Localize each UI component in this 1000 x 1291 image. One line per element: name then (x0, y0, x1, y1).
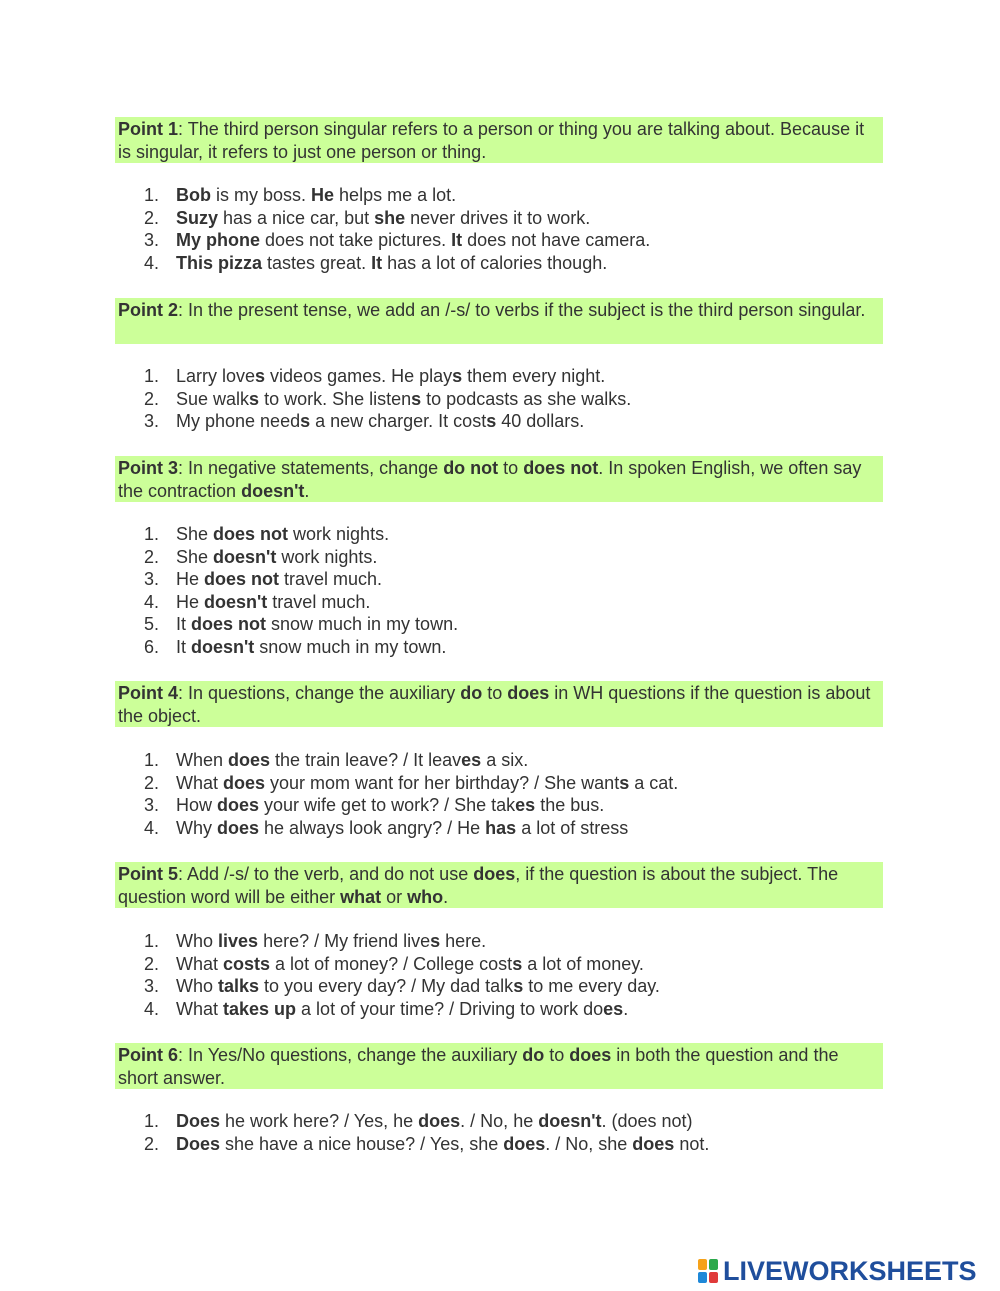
point-text: in WH questions if the question is about the object. (118, 683, 871, 726)
example-text: does not take pictures. (260, 230, 452, 250)
point-4-examples (144, 749, 678, 839)
example-keyword: s (411, 388, 422, 409)
example-text: travel much. (267, 591, 371, 612)
example-number: 1. (144, 750, 160, 770)
example-keyword: doesn't (538, 1111, 602, 1131)
example-item (144, 591, 458, 614)
example-keyword: es (461, 750, 482, 770)
example-text: He (176, 591, 205, 612)
example-keyword: He (311, 185, 335, 205)
example-sentence (176, 1110, 693, 1133)
point-text: : The third person singular refers to a person or thing you are talking about. Because it is singular, it refers to just one person or thing. (118, 119, 865, 162)
point-keyword: does (507, 683, 550, 703)
example-sentence (176, 388, 631, 411)
example-item (144, 794, 678, 817)
example-item (144, 613, 458, 636)
example-text: he work here? / Yes, he (220, 1111, 419, 1131)
point-text: : In questions, change the auxiliary (178, 683, 461, 703)
example-keyword: does (223, 772, 266, 793)
example-keyword: Does (176, 1133, 221, 1154)
example-item (144, 207, 650, 230)
example-keyword: talks (218, 976, 260, 996)
example-keyword: es (603, 998, 624, 1019)
point-2-examples (144, 365, 631, 433)
point-keyword: doesn't (241, 481, 305, 501)
example-item (144, 546, 458, 569)
point-5-examples (144, 930, 660, 1020)
example-number: 1. (144, 524, 160, 544)
example-keyword: This pizza (176, 252, 263, 273)
logo-mark-icon (698, 1259, 720, 1285)
example-number: 2. (144, 546, 160, 567)
example-item (144, 365, 631, 388)
example-sentence (176, 410, 584, 433)
example-keyword: s (300, 411, 311, 431)
point-label: Point 2 (118, 300, 179, 320)
example-text: does not have camera. (462, 230, 651, 250)
example-number: 1. (144, 931, 160, 951)
example-sentence (176, 930, 486, 953)
example-sentence (176, 591, 370, 614)
example-text: What (176, 953, 224, 974)
example-text: is my boss. (211, 185, 312, 205)
example-text: a lot of stress (516, 817, 629, 838)
example-sentence (176, 817, 628, 840)
point-1-box (115, 117, 883, 163)
example-text: helps me a lot. (334, 185, 457, 205)
example-item (144, 749, 678, 772)
example-text: She (176, 546, 214, 567)
example-text: . / No, she (545, 1133, 633, 1154)
example-text: Why (176, 817, 218, 838)
example-keyword: does not (213, 524, 289, 544)
example-sentence (176, 794, 604, 817)
example-text: he always look angry? / He (259, 817, 486, 838)
point-3-examples (144, 523, 458, 658)
example-text: a lot of your time? / Driving to work do (296, 998, 604, 1019)
point-label: Point 5 (118, 864, 179, 884)
example-sentence (176, 1133, 709, 1156)
example-text: Larry love (176, 366, 256, 386)
example-text: has a nice car, but (218, 207, 375, 228)
example-text: work nights. (288, 524, 390, 544)
example-keyword: does (217, 795, 260, 815)
point-3-box (115, 456, 883, 502)
example-number: 1. (144, 1111, 160, 1131)
example-item (144, 953, 660, 976)
example-item (144, 636, 458, 659)
example-number: 3. (144, 569, 160, 589)
point-text: . (443, 887, 449, 907)
example-keyword: lives (218, 931, 259, 951)
example-keyword: s (430, 931, 441, 951)
example-sentence (176, 207, 590, 230)
example-number: 4. (144, 817, 160, 838)
example-keyword: es (515, 795, 536, 815)
example-keyword: doesn't (191, 636, 255, 657)
example-item (144, 252, 650, 275)
example-text: 40 dollars. (496, 411, 585, 431)
example-keyword: s (452, 366, 463, 386)
example-number: 1. (144, 366, 160, 386)
example-keyword: doesn't (204, 591, 268, 612)
example-text: she have a nice house? / Yes, she (220, 1133, 504, 1154)
example-sentence (176, 365, 605, 388)
example-text: What (176, 998, 224, 1019)
example-keyword: s (513, 976, 524, 996)
example-text: to podcasts as she walks. (421, 388, 632, 409)
example-text: to work. She listen (259, 388, 412, 409)
example-item (144, 568, 458, 591)
example-sentence (176, 229, 650, 252)
example-keyword: s (619, 772, 630, 793)
point-label: Point 4 (118, 683, 179, 703)
example-number: 6. (144, 636, 160, 657)
example-keyword: My phone (176, 230, 260, 250)
example-text: My phone need (176, 411, 301, 431)
example-keyword: It (451, 230, 463, 250)
example-item (144, 184, 650, 207)
example-sentence (176, 613, 458, 636)
point-keyword: does (569, 1045, 612, 1065)
example-text: never drives it to work. (405, 207, 591, 228)
example-text: . (does not) (601, 1111, 693, 1131)
example-text: It (176, 614, 192, 634)
example-text: snow much in my town. (266, 614, 459, 634)
example-keyword: does (217, 817, 260, 838)
example-text: videos games. He play (265, 366, 453, 386)
example-item (144, 817, 678, 840)
point-label: Point 6 (118, 1045, 179, 1065)
example-text: Who (176, 931, 219, 951)
example-keyword: It (371, 252, 383, 273)
example-keyword: s (512, 953, 523, 974)
example-number: 2. (144, 388, 160, 409)
point-text: to (498, 458, 524, 478)
example-text: here? / My friend live (258, 931, 431, 951)
point-label: Point 1 (118, 119, 179, 139)
point-text: : In the present tense, we add an /-s/ to verbs if the subject is the third person singular. (178, 300, 866, 320)
example-text: a new charger. It cost (310, 411, 487, 431)
example-text: It (176, 636, 192, 657)
example-number: 4. (144, 998, 160, 1019)
point-text: or (381, 887, 408, 907)
example-sentence (176, 749, 528, 772)
point-text: : In Yes/No questions, change the auxiliary (178, 1045, 523, 1065)
point-keyword: who (407, 887, 444, 907)
point-text: : In negative statements, change (178, 458, 444, 478)
liveworksheets-logo (698, 1256, 977, 1287)
example-keyword: does not (204, 569, 280, 589)
example-keyword: she (374, 207, 406, 228)
example-keyword: does not (191, 614, 267, 634)
example-text: travel much. (279, 569, 383, 589)
example-keyword: Does (176, 1111, 221, 1131)
point-text: in both the question and the short answer. (118, 1045, 839, 1088)
example-keyword: does (503, 1133, 546, 1154)
example-item (144, 229, 650, 252)
example-number: 4. (144, 591, 160, 612)
example-text: tastes great. (262, 252, 372, 273)
point-5-box (115, 862, 883, 908)
example-number: 5. (144, 614, 160, 634)
point-1-examples (144, 184, 650, 274)
point-text: . In spoken English, we often say the contraction (118, 458, 862, 501)
example-keyword: does (632, 1133, 675, 1154)
example-sentence (176, 975, 660, 998)
example-text: here. (440, 931, 487, 951)
example-text: . (623, 998, 629, 1019)
example-number: 3. (144, 230, 160, 250)
example-text: He (176, 569, 205, 589)
example-number: 1. (144, 185, 160, 205)
example-sentence (176, 523, 389, 546)
example-text: She (176, 524, 214, 544)
example-keyword: does (228, 750, 271, 770)
example-item (144, 410, 631, 433)
point-text: . (304, 481, 310, 501)
point-keyword: do (460, 683, 483, 703)
example-number: 2. (144, 207, 160, 228)
example-text: has a lot of calories though. (382, 252, 608, 273)
point-keyword: do not (443, 458, 499, 478)
example-text: the train leave? / It leav (270, 750, 462, 770)
example-number: 2. (144, 1133, 160, 1154)
example-text: work nights. (276, 546, 378, 567)
point-text: to (482, 683, 508, 703)
example-number: 3. (144, 976, 160, 996)
example-number: 3. (144, 411, 160, 431)
example-keyword: doesn't (213, 546, 277, 567)
example-item (144, 1110, 709, 1133)
point-4-box (115, 681, 883, 727)
example-keyword: Suzy (176, 207, 219, 228)
point-6-examples (144, 1110, 709, 1155)
example-text: not. (674, 1133, 710, 1154)
example-text: a lot of money? / College cost (270, 953, 513, 974)
point-text: : Add /-s/ to the verb, and do not use (178, 864, 474, 884)
example-number: 4. (144, 252, 160, 273)
example-text: snow much in my town. (254, 636, 447, 657)
example-item (144, 772, 678, 795)
example-keyword: costs (223, 953, 271, 974)
example-number: 3. (144, 795, 160, 815)
example-sentence (176, 568, 382, 591)
point-label: Point 3 (118, 458, 179, 478)
example-keyword: does (418, 1111, 461, 1131)
example-number: 2. (144, 953, 160, 974)
example-item (144, 998, 660, 1021)
example-text: the bus. (535, 795, 605, 815)
example-sentence (176, 953, 644, 976)
example-text: How (176, 795, 218, 815)
example-keyword: has (485, 817, 517, 838)
example-item (144, 930, 660, 953)
point-text: , if the question is about the subject. The question word will be either (118, 864, 839, 907)
example-item (144, 523, 458, 546)
example-text: your wife get to work? / She tak (259, 795, 516, 815)
point-text: to (544, 1045, 570, 1065)
example-text: Sue walk (176, 388, 250, 409)
example-text: to me every day. (523, 976, 660, 996)
example-number: 2. (144, 772, 160, 793)
point-keyword: does (473, 864, 516, 884)
example-text: . / No, he (460, 1111, 539, 1131)
example-keyword: s (249, 388, 260, 409)
example-text: a cat. (629, 772, 679, 793)
example-keyword: s (255, 366, 266, 386)
point-keyword: do (522, 1045, 545, 1065)
example-item (144, 975, 660, 998)
example-text: to you every day? / My dad talk (259, 976, 514, 996)
example-text: What (176, 772, 224, 793)
example-text: When (176, 750, 229, 770)
example-sentence (176, 252, 607, 275)
example-keyword: takes up (223, 998, 297, 1019)
example-text: your mom want for her birthday? / She want (265, 772, 620, 793)
point-keyword: what (340, 887, 382, 907)
example-keyword: Bob (176, 185, 211, 205)
example-sentence (176, 546, 377, 569)
example-sentence (176, 998, 628, 1021)
example-item (144, 388, 631, 411)
example-sentence (176, 772, 678, 795)
point-6-box (115, 1043, 883, 1089)
example-text: a lot of money. (522, 953, 644, 974)
example-keyword: s (486, 411, 497, 431)
example-text: a six. (481, 750, 529, 770)
example-text: them every night. (462, 366, 606, 386)
example-text: Who (176, 976, 219, 996)
example-sentence (176, 184, 456, 207)
example-item (144, 1133, 709, 1156)
point-2-box (115, 298, 883, 344)
point-keyword: does not (523, 458, 599, 478)
logo-text: LIVEWORKSHEETS (723, 1256, 977, 1286)
example-sentence (176, 636, 446, 659)
